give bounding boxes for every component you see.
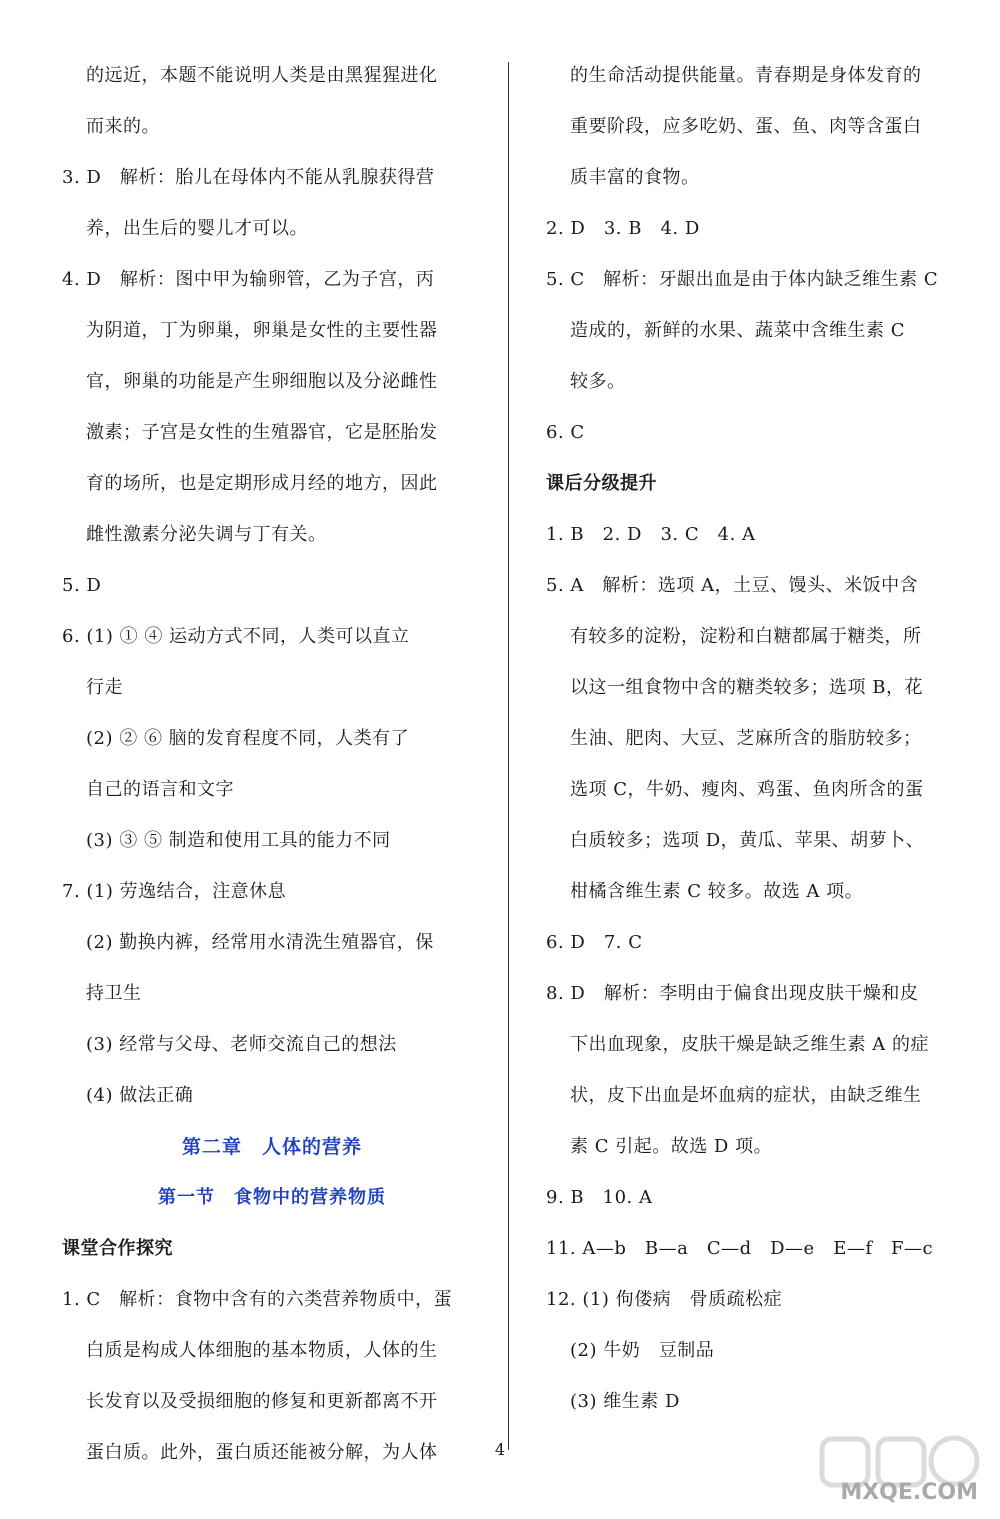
answer-line: 9. B 10. A <box>546 1187 653 1208</box>
answer-line: (3) 经常与父母、老师交流自己的想法 <box>86 1034 397 1055</box>
answer-line: 育的场所，也是定期形成月经的地方，因此 <box>86 473 438 494</box>
answer-line: 持卫生 <box>86 983 142 1004</box>
section-title: 第一节 食物中的营养物质 <box>158 1187 386 1208</box>
answer-line: 1. C 解析：食物中含有的六类营养物质中，蛋 <box>62 1289 453 1310</box>
answer-line: (3) 维生素 D <box>570 1391 680 1412</box>
answer-line: 素 C 引起。故选 D 项。 <box>570 1136 773 1157</box>
column-divider <box>508 62 509 1450</box>
answer-line: 7. (1) 劳逸结合，注意休息 <box>62 881 287 902</box>
answer-line: 行走 <box>86 677 123 698</box>
answer-line: 质丰富的食物。 <box>570 167 700 188</box>
answer-line: 的生命活动提供能量。青春期是身体发育的 <box>570 65 922 86</box>
answer-line: 雌性激素分泌失调与丁有关。 <box>86 524 327 545</box>
answer-line: 8. D 解析：李明由于偏食出现皮肤干燥和皮 <box>546 983 919 1004</box>
answer-line: 白质是构成人体细胞的基本物质，人体的生 <box>86 1340 438 1361</box>
answer-line: 6. (1) ① ④ 运动方式不同，人类可以直立 <box>62 626 410 647</box>
answer-line: 而来的。 <box>86 116 160 137</box>
answer-line: 1. B 2. D 3. C 4. A <box>546 524 756 545</box>
answer-line: 蛋白质。此外，蛋白质还能被分解，为人体 <box>86 1442 438 1463</box>
answer-line: 为阴道，丁为卵巢，卵巢是女性的主要性器 <box>86 320 438 341</box>
answer-line: 有较多的淀粉，淀粉和白糖都属于糖类，所 <box>570 626 922 647</box>
answer-line: (4) 做法正确 <box>86 1085 194 1106</box>
answer-line: 养，出生后的婴儿才可以。 <box>86 218 308 239</box>
answer-line: 的远近，本题不能说明人类是由黑猩猩进化 <box>86 65 438 86</box>
right-answer-list-2 <box>546 509 966 1427</box>
right-answer-list <box>546 50 966 458</box>
answer-line: 选项 C，牛奶、瘦肉、鸡蛋、鱼肉所含的蛋 <box>570 779 924 800</box>
watermark-text: MXQE.COM <box>840 1480 978 1505</box>
answer-line: 官，卵巢的功能是产生卵细胞以及分泌雌性 <box>86 371 438 392</box>
answer-line: 5. A 解析：选项 A，土豆、馒头、米饭中含 <box>546 575 919 596</box>
left-answer-list <box>62 50 482 1121</box>
answer-line: (2) 勤换内裤，经常用水清洗生殖器官，保 <box>86 932 434 953</box>
heading-classroom: 课堂合作探究 <box>62 1238 173 1259</box>
answer-line: 6. C <box>546 422 585 443</box>
answer-line: 自己的语言和文字 <box>86 779 234 800</box>
page-number: 4 <box>494 1440 506 1459</box>
answer-line: 以这一组食物中含的糖类较多；选项 B，花 <box>570 677 923 698</box>
right-column <box>546 50 966 1427</box>
answer-line: 6. D 7. C <box>546 932 643 953</box>
answer-line: 激素；子宫是女性的生殖器官，它是胚胎发 <box>86 422 438 443</box>
answer-line: 重要阶段，应多吃奶、蛋、鱼、肉等含蛋白 <box>570 116 922 137</box>
answer-line: (3) ③ ⑤ 制造和使用工具的能力不同 <box>86 830 391 851</box>
answer-line: 造成的，新鲜的水果、蔬菜中含维生素 C <box>570 320 905 341</box>
answer-line: 3. D 解析：胎儿在母体内不能从乳腺获得营 <box>62 167 435 188</box>
answer-line: 2. D 3. B 4. D <box>546 218 700 239</box>
answer-line: 下出血现象，皮肤干燥是缺乏维生素 A 的症 <box>570 1034 929 1055</box>
heading-after-class: 课后分级提升 <box>546 473 657 494</box>
answer-line: 12. (1) 佝偻病 骨质疏松症 <box>546 1289 783 1310</box>
answer-line: (2) 牛奶 豆制品 <box>570 1340 715 1361</box>
answer-line: 长发育以及受损细胞的修复和更新都离不开 <box>86 1391 438 1412</box>
chapter-title: 第二章 人体的营养 <box>181 1136 362 1158</box>
answer-line: 白质较多；选项 D，黄瓜、苹果、胡萝卜、 <box>570 830 925 851</box>
left-column <box>62 50 482 1478</box>
answer-line: 4. D 解析：图中甲为输卵管，乙为子宫，丙 <box>62 269 435 290</box>
answer-line: (2) ② ⑥ 脑的发育程度不同，人类有了 <box>86 728 410 749</box>
answer-line: 11. A—b B—a C—d D—e E—f F—c <box>546 1238 934 1259</box>
answer-line: 状，皮下出血是坏血病的症状，由缺乏维生 <box>570 1085 922 1106</box>
answer-line: 柑橘含维生素 C 较多。故选 A 项。 <box>570 881 864 902</box>
answer-line: 较多。 <box>570 371 626 392</box>
answer-line: 5. D <box>62 575 102 596</box>
answer-line: 生油、肥肉、大豆、芝麻所含的脂肪较多； <box>570 728 922 749</box>
answer-line: 5. C 解析：牙龈出血是由于体内缺乏维生素 C <box>546 269 939 290</box>
